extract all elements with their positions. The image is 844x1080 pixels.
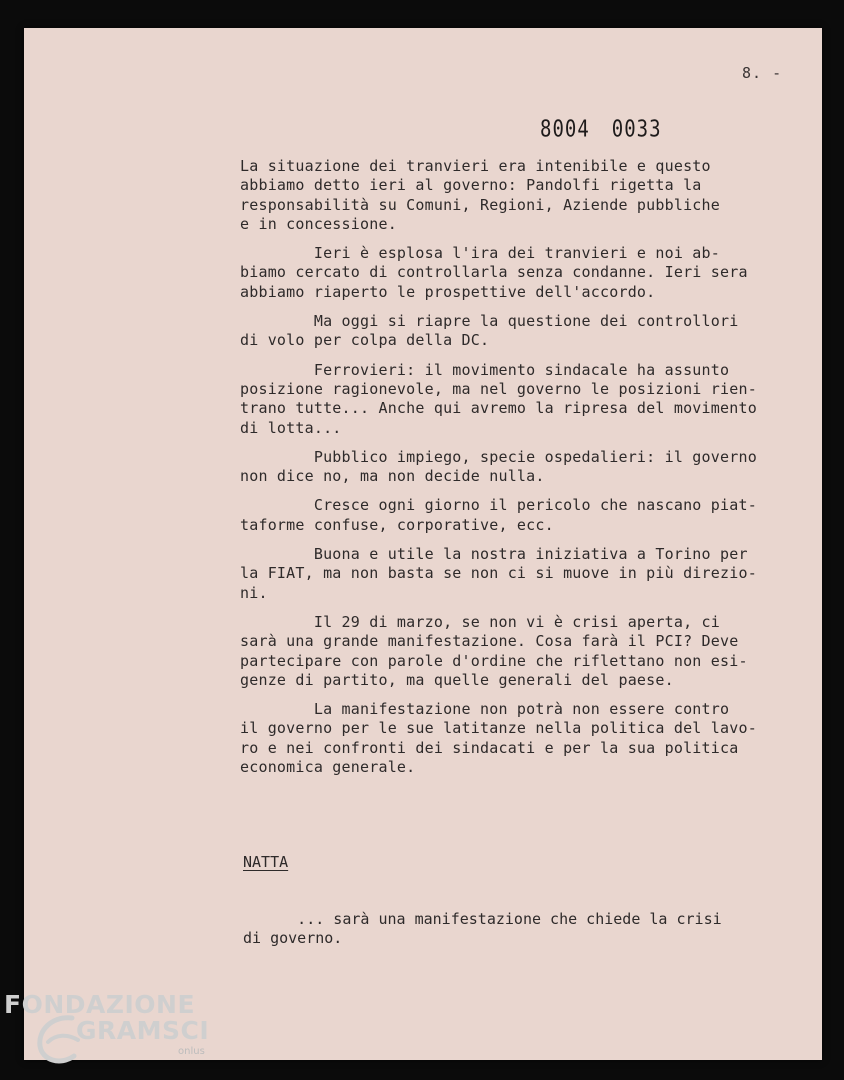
body-paragraph [240,496,800,535]
text-line: trano tutte... Anche qui avremo la ripresa del movimento [240,399,757,418]
archive-stamp [540,116,662,142]
text-line: biamo cercato di controllarla senza condanne. Ieri sera [240,263,748,282]
text-line: partecipare con parole d'ordine che riflettano non esi- [240,651,748,670]
text-line: posizione ragionevole, ma nel governo le posizioni rien- [240,379,757,398]
text-line: il governo per le sue latitanze nella politica del lavo- [240,719,757,738]
text-line: Pubblico impiego, specie ospedalieri: il governo [240,447,757,466]
document-body [240,157,800,787]
text-line: taforme confuse, corporative, ecc. [240,515,554,534]
speaker-heading: NATTA [243,853,289,871]
text-line: Ieri è esplosa l'ira dei tranvieri e noi ab- [240,244,720,263]
body-paragraph [240,361,800,438]
body-paragraph [240,545,800,603]
text-line: economica generale. [240,758,416,777]
text-line: di lotta... [240,418,342,437]
text-line: Buona e utile la nostra iniziativa a Torino per [240,545,748,564]
text-line: ro e nei confronti dei sindacati e per la sua politica [240,738,739,757]
text-line: di volo per colpa della DC. [240,331,490,350]
body-paragraph [240,157,800,234]
body-paragraph [240,700,800,777]
text-line: sarà una grande manifestazione. Cosa farà il PCI? Deve [240,632,739,651]
archive-stamp-part2: 0033 [611,116,662,143]
body-paragraph [240,244,800,302]
body-paragraph [240,448,800,487]
text-line: Ma oggi si riapre la questione dei controllori [240,312,739,331]
text-line: e in concessione. [240,214,397,233]
page-number: 8. - [742,64,783,82]
archive-stamp-part1: 8004 [540,116,590,143]
text-line: Il 29 di marzo, se non vi è crisi aperta, ci [240,612,720,631]
text-line: abbiamo detto ieri al governo: Pandolfi rigetta la [240,176,702,195]
text-line: genze di partito, ma quelle generali del paese. [240,670,674,689]
text-line: abbiamo riaperto le prospettive dell'accordo. [240,282,656,301]
text-line: non dice no, ma non decide nulla. [240,467,545,486]
text-line: la FIAT, ma non basta se non ci si muove in più direzio- [240,564,757,583]
body-paragraph [240,613,800,690]
logo-text-line1: FONDAZIONE [4,990,196,1019]
fondazione-gramsci-logo [4,990,214,1070]
text-line: Ferrovieri: il movimento sindacale ha assunto [240,360,730,379]
text-line: La manifestazione non potrà non essere contro [240,700,730,719]
body-paragraph [240,312,800,351]
text-line: di governo. [243,929,343,948]
text-line: responsabilità su Comuni, Regioni, Aziende pubbliche [240,195,720,214]
logo-subtext: onlus [178,1046,205,1057]
text-line: ... sarà una manifestazione che chiede la crisi [243,910,722,928]
text-line: ni. [240,583,268,602]
logo-text-line2: GRAMSCI [76,1016,210,1045]
speaker-text [243,910,722,949]
text-line: Cresce ogni giorno il pericolo che nascano piat- [240,496,757,515]
text-line: La situazione dei tranvieri era intenibile e questo [240,157,711,175]
